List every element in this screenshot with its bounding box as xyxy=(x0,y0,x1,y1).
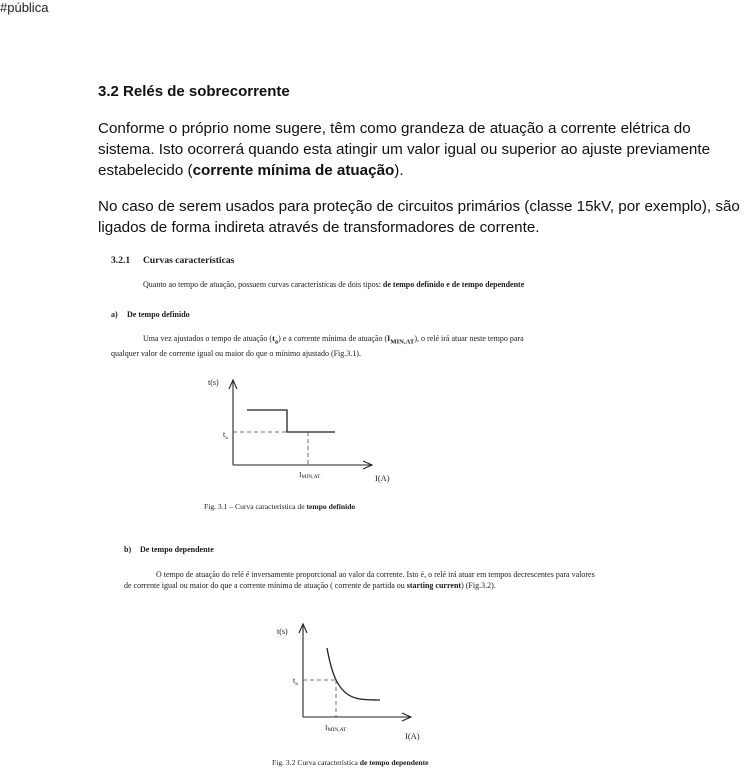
ta-sub: a xyxy=(295,681,298,687)
figure-dependent-time xyxy=(265,620,445,745)
definite-time-curve xyxy=(247,410,335,432)
imin-letter: I xyxy=(299,470,302,479)
pb-text-1: O tempo de atuação do relé é inversamente proporcional ao valor da corrente. Isto é, o relé irá atuar em tempos decrescentes para valores de corrente igual ou maior do que a corrente mínima de atuação ( corrente de partida ou xyxy=(124,570,595,590)
figure-3-2-caption xyxy=(272,758,428,767)
sub-a-title: De tempo definido xyxy=(127,310,190,319)
pa-text-3: ), o relé irá atuar neste tempo para qualquer valor de corrente igual ou maior do que o mínimo ajustado (Fig.3.1). xyxy=(111,334,524,358)
imin-label xyxy=(325,723,347,733)
pa-imin xyxy=(387,334,415,346)
ta-sub: a xyxy=(225,435,228,441)
intro-text: Quanto ao tempo de atuação, possuem curvas características de dois tipos: xyxy=(143,280,383,289)
pa-imin-letter: I xyxy=(387,334,391,343)
excerpt-intro xyxy=(111,279,541,290)
pa-imin-sub: MIN,AT xyxy=(390,338,415,346)
ta-label xyxy=(293,676,298,687)
section-heading: 3.2 Relés de sobrecorrente xyxy=(98,83,290,100)
para1-bold: corrente mínima de atuação xyxy=(192,162,395,179)
sub-a-letter: a) xyxy=(111,310,118,319)
paragraph-definition xyxy=(98,118,744,181)
classification-tag: #pública xyxy=(0,0,49,15)
fig2-caption-bold: de tempo dependente xyxy=(359,758,429,767)
ta-label xyxy=(223,430,228,441)
sub-b-letter: b) xyxy=(124,545,132,554)
paragraph-primary-circuits: No caso de serem usados para proteção de circuitos primários (classe 15kV, por exemplo), são ligados de forma indireta através de transformadores de corrente. xyxy=(98,198,740,236)
sub-b-title: De tempo dependente xyxy=(140,545,214,554)
xlabel: I(A) xyxy=(375,473,390,483)
pa-text-2: ) e a corrente mínima de atuação ( xyxy=(278,334,388,343)
pa-text-1: Uma vez ajustados o tempo de atuação ( xyxy=(143,334,273,343)
pb-text-2: ) (Fig.3.2). xyxy=(461,581,496,590)
subsection-heading xyxy=(111,255,234,266)
para1-end: ). xyxy=(394,162,404,179)
ylabel: t(s) xyxy=(277,627,288,636)
ylabel: t(s) xyxy=(208,378,219,387)
dependent-time-curve xyxy=(327,648,380,700)
para1-text: Conforme o próprio nome sugere, têm como grandeza de atuação a corrente elétrica do sistema. Isto ocorrerá quando esta atingir um valor igual ou superior ao ajuste previamente estabelecido ( xyxy=(98,120,711,179)
subsection-number: 3.2.1 xyxy=(111,255,131,266)
imin-label xyxy=(299,470,321,480)
figure-definite-time xyxy=(195,375,395,485)
subsection-title: Curvas características xyxy=(143,255,235,266)
fig1-caption-bold: tempo definido xyxy=(306,502,356,511)
pa-ta-letter: t xyxy=(272,334,275,343)
pa-ta-sub: a xyxy=(274,338,279,346)
subheading-dependent-time xyxy=(124,545,214,554)
paragraph-dependent-time xyxy=(124,569,599,591)
xlabel: I(A) xyxy=(405,731,420,741)
imin-sub: MIN,AT xyxy=(301,474,321,480)
pb-bold: starting current xyxy=(406,581,462,590)
imin-sub: MIN,AT xyxy=(327,727,347,733)
fig1-caption-text: Fig. 3.1 – Curva característica de xyxy=(204,502,307,511)
paragraph-definite-time xyxy=(111,333,541,359)
imin-letter: I xyxy=(325,723,328,732)
fig2-caption-text: Fig. 3.2 Curva característica xyxy=(272,758,360,767)
ta-letter: t xyxy=(223,430,226,439)
intro-bold: de tempo definido e de tempo dependente xyxy=(382,280,525,289)
figure-3-1-caption xyxy=(204,502,355,511)
ta-letter: t xyxy=(293,676,296,685)
subheading-definite-time xyxy=(111,310,190,319)
